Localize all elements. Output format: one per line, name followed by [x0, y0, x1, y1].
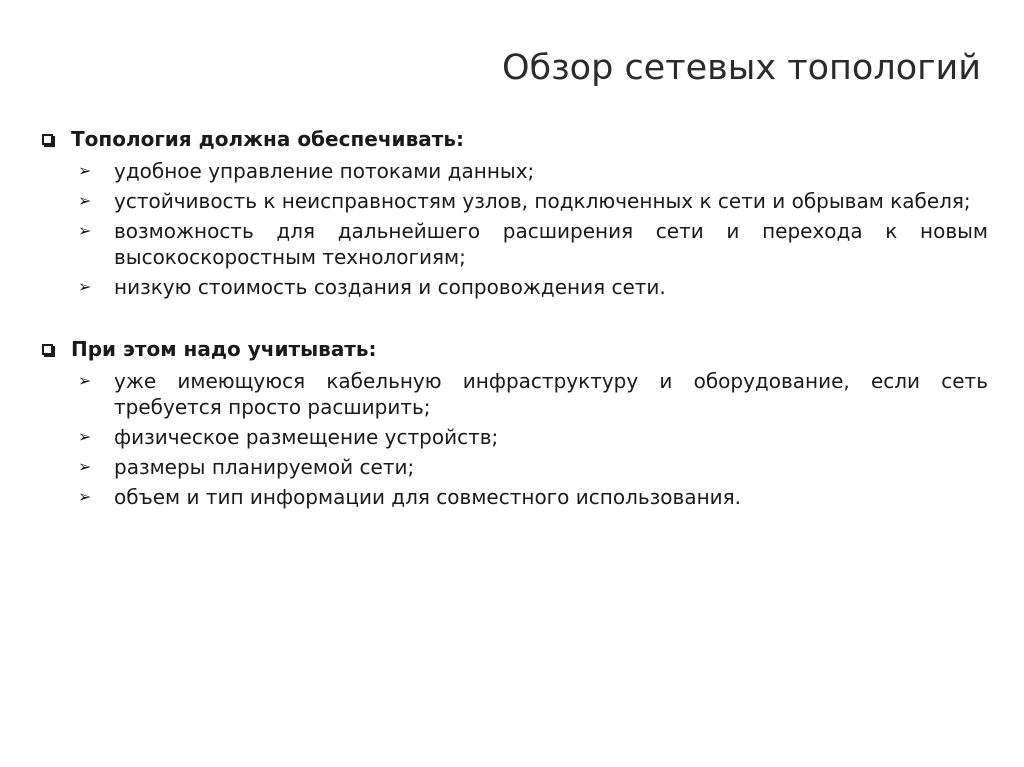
arrow-bullet-icon: ➢ — [78, 457, 92, 476]
list-item-text: размеры планируемой сети; — [114, 455, 415, 479]
list-item — [78, 188, 988, 214]
arrow-bullet-icon: ➢ — [78, 371, 92, 390]
section-topology-requirements — [40, 124, 988, 300]
list-item-text: уже имеющуюся кабельную инфраструктуру и оборудование, если сеть требуется просто расширить; — [114, 369, 988, 419]
list-item — [78, 454, 988, 480]
arrow-bullet-icon: ➢ — [78, 487, 92, 506]
list-item — [78, 218, 988, 270]
arrow-bullet-icon: ➢ — [78, 277, 92, 296]
list-item-text: физическое размещение устройств; — [114, 425, 499, 449]
section-heading-text: При этом надо учитывать: — [71, 337, 377, 361]
arrow-bullet-icon: ➢ — [78, 161, 92, 180]
list-item — [78, 368, 988, 420]
section-heading-text: Топология должна обеспечивать: — [71, 127, 464, 151]
checkbox-square-icon — [42, 344, 53, 355]
list-item — [78, 424, 988, 450]
list-item-text: удобное управление потоками данных; — [114, 159, 535, 183]
list-item-text: объем и тип информации для совместного использования. — [114, 485, 742, 509]
arrow-bullet-icon: ➢ — [78, 191, 92, 210]
bullet-list — [40, 158, 988, 300]
section-considerations — [40, 334, 988, 510]
section-heading — [40, 124, 988, 154]
list-item — [78, 484, 988, 510]
list-item — [78, 158, 988, 184]
checkbox-square-icon — [42, 134, 53, 145]
section-heading — [40, 334, 988, 364]
slide-content — [40, 124, 988, 510]
list-item-text: возможность для дальнейшего расширения сети и перехода к новым высокоскоростным технологиям; — [114, 219, 988, 269]
arrow-bullet-icon: ➢ — [78, 427, 92, 446]
bullet-list — [40, 368, 988, 510]
list-item-text: устойчивость к неисправностям узлов, подключенных к сети и обрывам кабеля; — [114, 189, 971, 213]
list-item-text: низкую стоимость создания и сопровождения сети. — [114, 275, 666, 299]
arrow-bullet-icon: ➢ — [78, 221, 92, 240]
list-item — [78, 274, 988, 300]
slide-title: Обзор сетевых топологий — [501, 48, 981, 88]
